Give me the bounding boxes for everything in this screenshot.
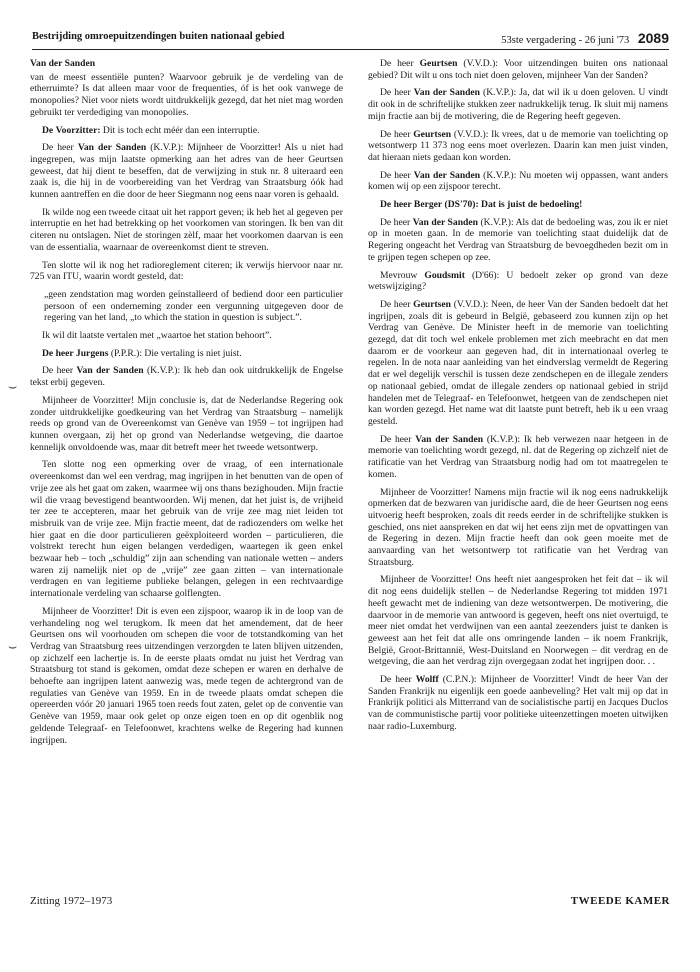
speech: (D'66): U bedoelt zeker op grond van deze wetswijziging? <box>368 269 669 293</box>
paragraph <box>368 217 668 264</box>
quotation: „geen zendstation mag worden geïnstalleerd of bediend door een particulier persoon of een onderneming zonder een vergunning uitgegeven door de regering van het land, „to which the station in question is subject.”. <box>44 288 343 324</box>
speaker: De Voorzitter: <box>42 124 101 136</box>
speaker-surname: Geurtsen <box>413 128 452 140</box>
speaker: De heer Jurgens <box>42 347 109 359</box>
speech: (P.P.R.): Die vertaling is niet juist. <box>108 347 242 359</box>
paragraph <box>30 365 343 388</box>
speaker-surname: Van der Sanden <box>413 87 481 99</box>
page-footer <box>30 895 670 913</box>
paragraph: van de meest essentiële punten? Waarvoor gebruik je de verdeling van de etherruimte? Is dat alleen maar voor de frequenties, óf is het ook vanwege de monopolies? Niet voor niets wordt uitdrukkelijk gezegd, dat het niet mag worden gebruikt ter verdediging van monopolies. <box>30 71 343 118</box>
speech: (K.V.P.): Nu moeten wij oppassen, want anders komen wij op een zijspoor terecht. <box>368 169 668 193</box>
speech: (V.V.D.): Voor uitzendingen buiten ons nationaal gebied? Dit wilt u ons toch niet doen geloven, mijnheer Van der Sanden? <box>368 58 668 81</box>
paragraph: Ten slotte wil ik nog het radioreglement citeren; ik verwijs hiervoor naar nr. 725 van ITU, waarin wordt gesteld, dat: <box>30 259 343 283</box>
speaker: De heer Van der Sanden <box>42 365 144 377</box>
speech: (K.V.P.): Als dat de bedoeling was, zou ik er niet op in moeten gaan. In de memorie van toelichting staat duidelijk dat de Regering ongeacht het Verdrag van Straatsburg de bevoegdheden bezit om in te grijpen tegen schepen op zee. <box>368 216 668 263</box>
paragraph <box>368 129 668 164</box>
speaker-surname: Van der Sanden <box>76 365 144 377</box>
speaker: De heer Berger <box>380 199 443 211</box>
paragraph: Ik wilde nog een tweede citaat uit het rapport geven; ik heb het al gegeven per interruptie en het had betrekking op het voorkomen van storingen. Ik ben van dit citeren nu ontslagen. Niet de storingen zèlf, maar het voorkomen daarvan is een van de essentialia, waarnaar de overeenkomst dient te streven. <box>30 206 343 253</box>
header-meeting: 53ste vergadering - 26 juni '73 <box>501 35 630 46</box>
speaker: De heer Van der Sanden <box>380 169 481 181</box>
right-column <box>368 58 668 739</box>
speech: (C.P.N.): Mijnheer de Voorzitter! Vindt de heer Van der Sanden Frankrijk nu eigenlijk een goede aanbeveling? Het valt mij op dat in Frankrijk politici als Mitterrand van de socialistische partij en Jacques Duclos van de communistische partij voor politieke uiteenzettingen moeten uitwijken naar radio-Luxemburg. <box>368 674 668 732</box>
speech: (K.V.P.): Ik heb verwezen naar hetgeen in de memorie van toelichting wordt gezegd, nl. dat de Regering op zichzelf niet de ratificatie van het Verdrag van Straatsburg nodig had om tot maatregelen te komen. <box>368 433 669 480</box>
paragraph <box>30 348 343 360</box>
speaker-surname: Van der Sanden <box>413 169 481 181</box>
header-session <box>501 30 669 46</box>
paragraph: Ten slotte nog een opmerking over de vraag, of een internationale overeenkomst dan wel een verdrag, mag ingrijpen in het benutten van de open of vrije zee als het gaat om zaken, waarmee wij ons thans bezighouden. Mijn fractie wil die vraag bevestigend beantwoorden. Wij menen, dat het juist is, de vrijheid ter zee te accepteren, maar het gebruik van de vrije zee mag niet leiden tot misbruik van de vrije zee. Mijn fractie meent, dat de radiozenders om welke het hier gaat en die door particulieren geëxploiteerd worden – particulieren, die volstrekt terecht hun eigen belangen verdedigen, waartegen ik geen enkel bezwaar heb – toch „schuldig” zijn aan schending van nationale wetten – anders waren zij namelijk niet op de „vrije” zee gaan zitten – van internationale verdragen en van legitieme publieke belangen, gelegen in een rechtvaardige internationale verdeling van schaarse golflengten. <box>30 459 343 600</box>
paragraph <box>368 434 668 481</box>
paragraph <box>368 199 668 211</box>
column-heading: Van der Sanden <box>30 58 96 69</box>
speaker-surname: Van der Sanden <box>412 216 478 228</box>
speaker-surname: Van der Sanden <box>415 433 484 445</box>
speech: Dit is toch echt méér dan een interruptie. <box>100 124 260 136</box>
speaker: De heer Van der Sanden <box>380 87 481 99</box>
paragraph <box>368 58 668 81</box>
speaker: De heer Geurtsen <box>380 128 452 140</box>
speaker-surname: Goudsmit <box>424 269 465 281</box>
speaker: De heer Geurtsen <box>380 58 458 69</box>
speaker-surname: Jurgens <box>75 347 109 359</box>
paragraph: Mijnheer de Voorzitter! Namens mijn fractie wil ik nog eens nadrukkelijk opmerken dat de bezwaren van juridische aard, die de heer Geurtsen nog eens uitvoerig heeft besproken, zoals dit reeds eerder in de schriftelijke stukken is geschied, ons niet aanspreken en dat wij het eens zijn met de opvattingen van de Regering in dezen. Mijn fractie heeft dan ook geen moeite met de aanvaarding van het wetsontwerp tot ratificatie van het Verdrag van Straatsburg. <box>368 486 668 568</box>
speaker-surname: Van der Sanden <box>77 142 147 154</box>
margin-mark-icon: ⌣ <box>8 640 18 655</box>
speech: (K.V.P.): Ik heb dan ook uitdrukkelijk de Engelse tekst erbij gegeven. <box>30 365 343 389</box>
speaker: De heer Van der Sanden <box>380 433 484 445</box>
speech: (V.V.D.): Ik vrees, dat u de memorie van toelichting op wetsontwerp 11 373 nog eens moet overlezen. Daarin kan men juist vinden, dat hieraan niets gedaan kon worden. <box>368 128 668 163</box>
paragraph <box>30 142 343 201</box>
paragraph: Mijnheer de Voorzitter! Mijn conclusie is, dat de Nederlandse Regering ook zonder uitdrukkelijke goedkeuring van het Verdrag van Straatsburg – namelijk reeds op grond van de Overeenkomst van Genève van 1959 – tot ingrijpen had kunnen overgaan, zij het op grond van Nederlandse wetgeving, die daartoe kennelijk onvoldoende was, maar dit betreft meer het tweede wetsontwerp. <box>30 394 343 453</box>
header-title: Bestrijding omroepuitzendingen buiten nationaal gebied <box>32 31 285 42</box>
paragraph <box>368 270 668 293</box>
paragraph <box>368 674 668 733</box>
paragraph <box>368 87 668 122</box>
paragraph: Mijnheer de Voorzitter! Ons heeft niet aangesproken het feit dat – ik wil dit nog eens duidelijk stellen – de Nederlandse Regering tot midden 1971 heeft gewacht met de indiening van deze wetsontwerpen. De motivering, die daarvoor in de memorie van antwoord is gegeven, heeft ons niet overtuigd, te meer niet omdat het verdwijnen van een aantal zeezenders juist te danken is geweest aan het feit dat alle ons omringende landen – ik noem Frankrijk, België, Groot-Brittannië, West-Duitsland en Noorwegen – dit verdrag en de wetgeving, die aan het verdrag zijn overgegaan zodat het ingrijpen door. . . <box>368 574 668 668</box>
speaker: De heer Van der Sanden <box>380 216 478 228</box>
speaker-surname: Wolff <box>415 674 439 686</box>
speech: (K.V.P.): Ja, dat wil ik u doen geloven. U vindt dit ook in de schriftelijke stukken zeer nadrukkelijk terug. Ik sluit mij namens mijn fractie aan bij de motivering, die de Regering heeft gegeven. <box>368 87 669 122</box>
speaker-surname: Geurtsen <box>413 298 451 310</box>
speaker: De heer Van der Sanden <box>42 142 147 154</box>
paragraph: Ik wil dit laatste vertalen met „waartoe het station behoort”. <box>42 330 272 342</box>
paragraph <box>368 299 668 428</box>
speech: (DS'70): Dat is juist de bedoeling! <box>442 199 583 211</box>
speech: (V.V.D.): Neen, de heer Van der Sanden bedoelt dat het ingrijpen, zoals dit is gebeurd in België, gebaseerd zou kunnen zijn op het Verdrag van Genève. De Minister heeft in de memorie van toelichting gezegd, dat dit toch wel enkele problemen met zich meebracht en dat men daarom er de voorkeur aan gegeven had, dit in internationaal overleg te regelen. In de nota naar aanleiding van het eindverslag vermeldt de Regering dat er wel degelijk verschil is tussen deze zendschepen en de illegale zenders op nationaal gebied, omdat de illegale zenders op nationaal gebied in strijd handelen met de Telegraaf- en Telefoonwet, hetgeen van de zendschepen niet kan worden gezegd. Het name wat dit laatste punt betreft, heb ik u een vraag gesteld. <box>368 298 668 427</box>
speech: (K.V.P.): Mijnheer de Voorzitter! Als u niet had ingegrepen, was mijn laatste opmerking aan het adres van de heer Geurtsen geweest, dat hij dient te beseffen, dat de verwijzing in stuk nr. 8 uiteraard een zaak is, die hij in de voorbereiding van het Verdrag van Straatsburg óók had kunnen aantreffen en die door de heer Siegmann nog eens naar voren is gehaald. <box>30 142 344 201</box>
paragraph <box>368 170 668 193</box>
footer-session: Zitting 1972–1973 <box>30 895 113 907</box>
paragraph <box>30 125 343 137</box>
speaker: De heer Wolff <box>380 674 439 686</box>
page-header <box>32 27 669 50</box>
speaker-surname: Voorzitter: <box>55 124 101 136</box>
speaker-surname: Geurtsen <box>419 58 458 69</box>
paragraph: Mijnheer de Voorzitter! Dit is even een zijspoor, waarop ik in de loop van de verhandeling nog wel terugkom. Ik meen dat het amendement, dat de heer Geurtsen ons wil voorhouden om schepen die voor de totstandkoming van het Verdrag van Straatsburg rees uitzendingen verzorgden te laten blijven uitzenden, op zichzelf een lachertje is. In de eerste plaats omdat nu juist het Verdrag van Straatsburg tot stand is gekomen, omdat deze schepen er waren en derhalve de behoefte aan ingrijpen latent aanwezig was, mede tegen de achtergrond van de regulaties van Genève van 1959. En in de tweede plaats omdat schepen die opereerden vóór 20 januari 1965 toen reeds fout zaten, gelet op de conventie van Genève van 1959, maar ook gelet op onze eigen toen en op dit ogenblik nog geldende Telegraaf- en Telefoonwet, krachtens welke de Regering had kunnen ingrijpen. <box>30 605 343 746</box>
page-number: 2089 <box>637 30 669 46</box>
speaker-surname: Berger <box>413 199 443 211</box>
left-column <box>30 58 343 752</box>
margin-mark-icon: ⌣ <box>8 380 18 395</box>
footer-chamber: TWEEDE KAMER <box>570 895 670 907</box>
speaker: De heer Geurtsen <box>380 298 451 310</box>
speaker: Mevrouw Goudsmit <box>380 269 465 281</box>
